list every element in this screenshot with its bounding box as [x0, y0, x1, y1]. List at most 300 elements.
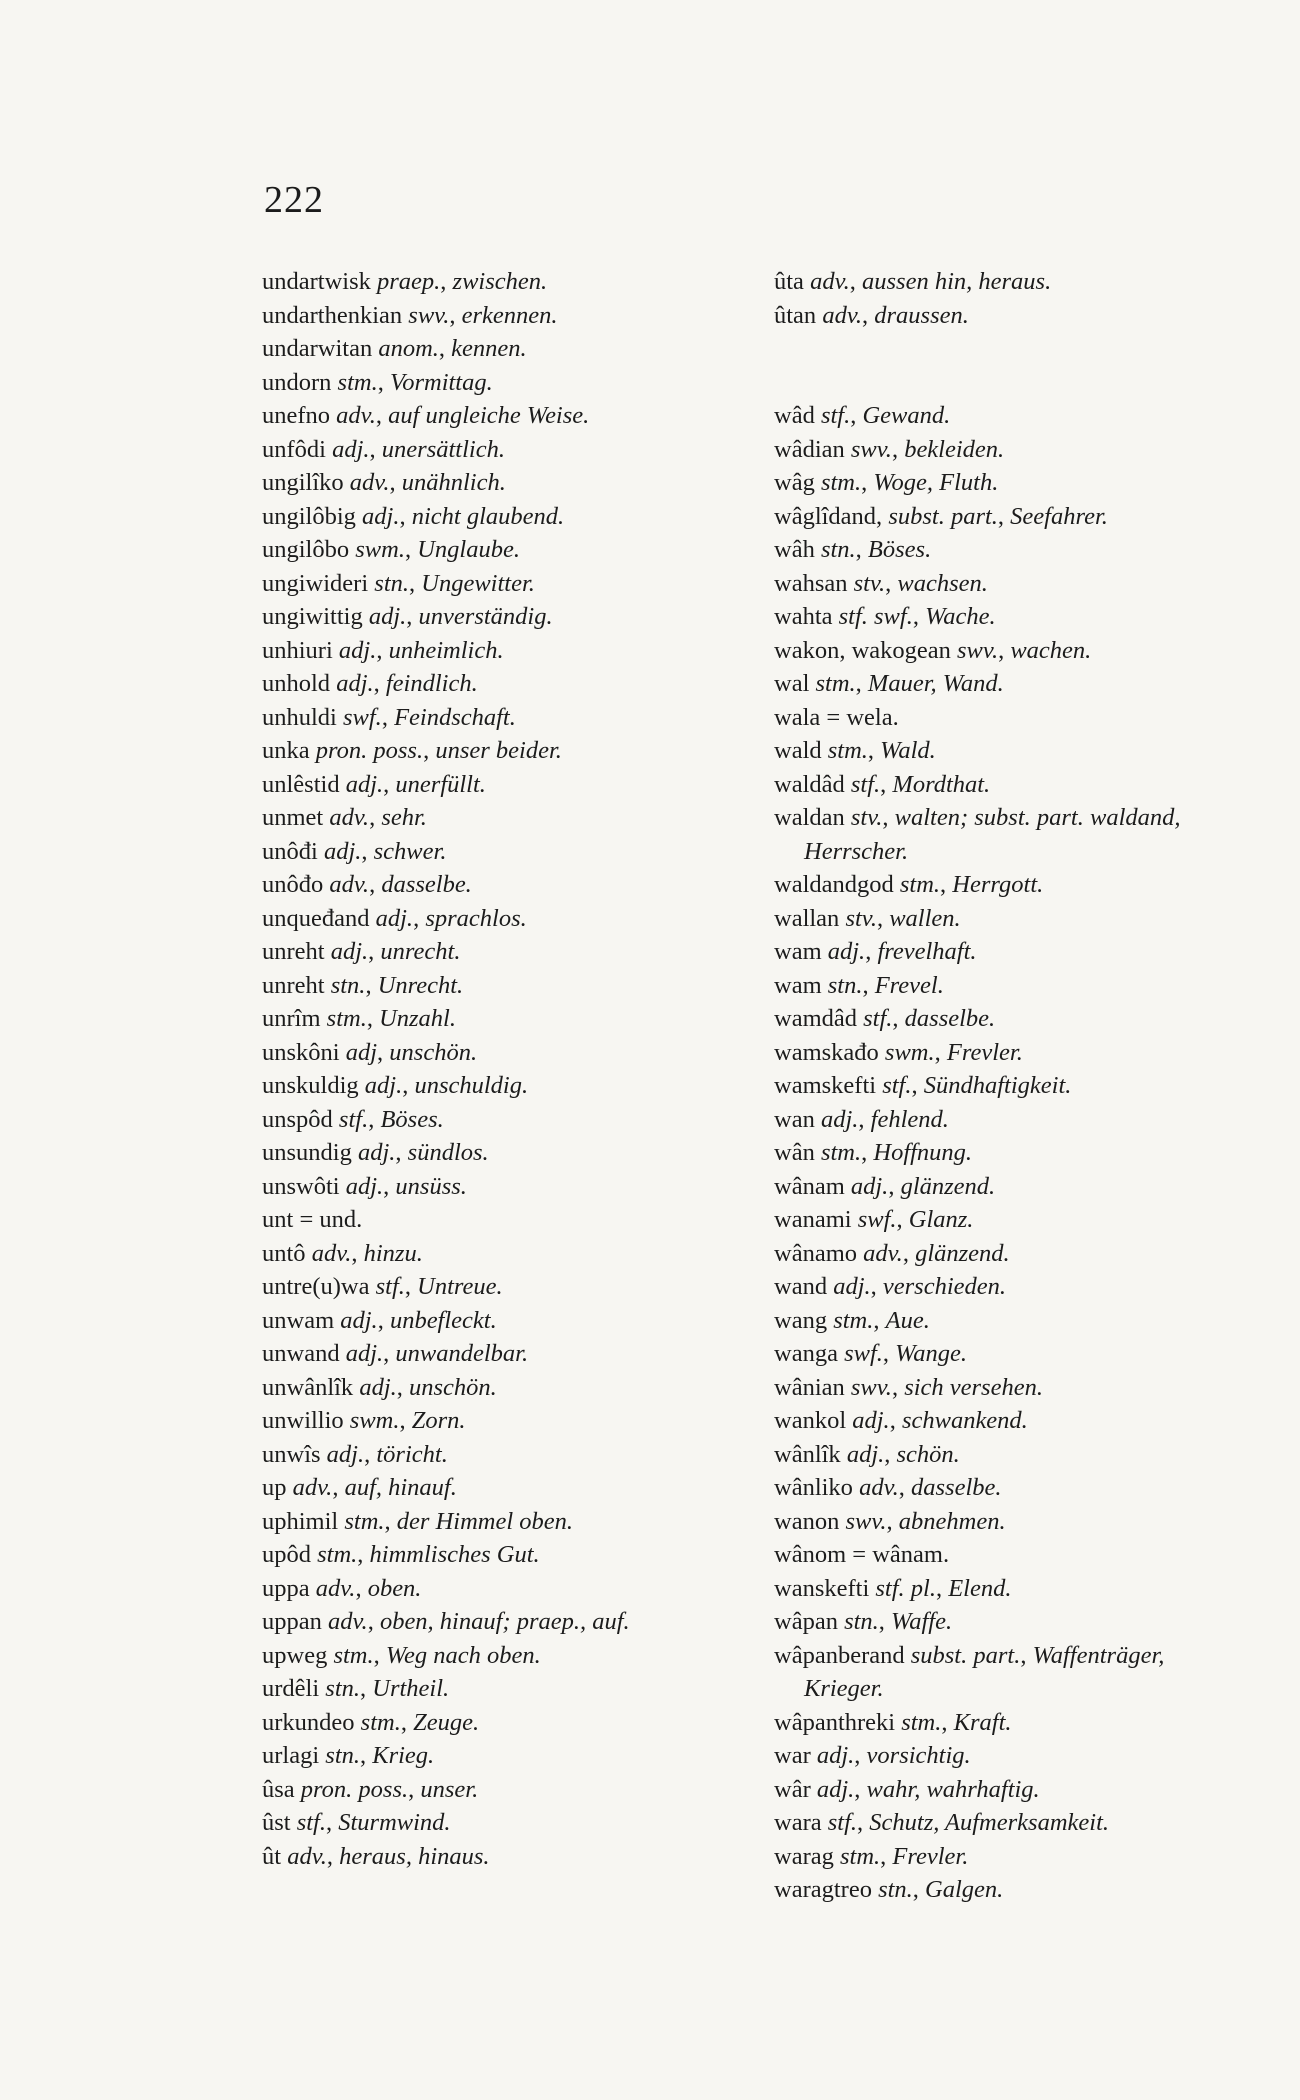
entry-gloss: Unrecht. [377, 971, 464, 999]
dictionary-entry: ûta adv., aussen hin, heraus. [774, 268, 1052, 295]
dictionary-entry: ungiwittig adj., unverständig. [262, 603, 553, 630]
entry-headword: wâh [774, 536, 815, 563]
entry-gloss: Glanz. [908, 1206, 974, 1233]
entry-grammar: adj. [345, 1172, 384, 1200]
entry-headword: ungilôbo [262, 536, 350, 563]
dictionary-entry: unôđi adj., schwer. [262, 837, 447, 865]
entry-gloss: bekleiden. [904, 435, 1005, 463]
entry-grammar: adv. [349, 469, 390, 496]
dictionary-entry: ûst stf., Sturmwind. [262, 1809, 451, 1836]
entry-grammar: adj. [340, 1306, 378, 1334]
dictionary-entry: unwam adj., unbefleckt. [262, 1306, 497, 1334]
entry-headword: urkundeo [262, 1708, 355, 1736]
entry-grammar: stm. [326, 1005, 367, 1032]
entry-grammar: adj. [852, 1407, 890, 1434]
dictionary-entry [262, 1203, 732, 1237]
entry-gloss: Unglaube. [417, 536, 520, 563]
entry-headword: undorn [262, 368, 332, 396]
entry-headword: unwand [262, 1340, 340, 1367]
entry-gloss: unheimlich. [388, 636, 504, 664]
dictionary-entry: unôđo adv., dasselbe. [262, 871, 472, 898]
entry-grammar: adj. [336, 670, 374, 697]
entry-grammar: swv. [408, 301, 450, 329]
dictionary-entry: wânamo adv., glänzend. [774, 1239, 1010, 1267]
entry-grammar: adv. [292, 1474, 333, 1501]
dictionary-entry: ungilôbo swm., Unglaube. [262, 536, 520, 563]
dictionary-entry: undarwitan anom., kennen. [262, 335, 527, 362]
entry-headword: unskôni [262, 1038, 340, 1066]
dictionary-entry: wal stm., Mauer, Wand. [774, 670, 1004, 697]
entry-headword: war [774, 1742, 811, 1769]
entry-headword: unsundig [262, 1139, 352, 1166]
entry-gloss: töricht. [376, 1440, 448, 1468]
dictionary-entry: wâpanberand subst. part., Waffenträger, Krieger. [774, 1641, 1165, 1702]
entry-headword: ûta [774, 268, 804, 295]
entry-grammar: adv. [859, 1474, 899, 1501]
dictionary-entry: wanami swf., Glanz. [774, 1206, 974, 1233]
entry-grammar: stm. [899, 871, 941, 898]
dictionary-entry: untre(u)wa stf., Untreue. [262, 1273, 503, 1300]
entry-gloss: glänzend. [900, 1172, 996, 1200]
entry-gloss: verschieden. [882, 1273, 1007, 1300]
entry-gloss: aussen hin, heraus. [862, 268, 1052, 295]
entry-headword: unwam [262, 1306, 335, 1334]
entry-headword: unspôd [262, 1105, 333, 1133]
entry-gloss: glänzend. [915, 1239, 1010, 1267]
dictionary-entry: up adv., auf, hinauf. [262, 1474, 457, 1501]
entry-headword: untre(u)wa [262, 1273, 370, 1300]
entry-gloss: kennen. [451, 335, 527, 362]
entry-headword: up [262, 1474, 287, 1501]
entry-grammar: adj. [362, 502, 400, 530]
entry-gloss: Böses. [867, 536, 932, 563]
entry-headword: uppa [262, 1574, 310, 1602]
entry-headword: unôđi [262, 837, 318, 865]
entry-grammar: stm. [333, 1641, 374, 1669]
entry-headword: unôđo [262, 871, 324, 898]
entry-gloss: wahr, wahrhaftig. [866, 1775, 1040, 1803]
entry-grammar: stf. [850, 770, 881, 798]
entry-gloss: sich versehen. [904, 1373, 1043, 1401]
entry-gloss: wachsen. [897, 569, 988, 597]
entry-grammar: stf. [375, 1273, 405, 1300]
entry-headword: unmet [262, 804, 324, 831]
entry-grammar: adv. [287, 1842, 327, 1870]
entry-gloss: unser. [420, 1775, 479, 1803]
dictionary-entry: ungilîko adv., unähnlich. [262, 469, 506, 496]
entry-headword: urdêli [262, 1675, 320, 1702]
entry-headword: uphimil [262, 1507, 339, 1535]
entry-headword: wânamo [774, 1239, 857, 1267]
entry-gloss: Kraft. [953, 1708, 1012, 1736]
entry-headword: wân [774, 1139, 815, 1166]
dictionary-entry: unka pron. poss., unser beider. [262, 737, 562, 764]
entry-headword: undartwisk [262, 268, 371, 295]
entry-headword: wamskefti [774, 1072, 877, 1099]
entry-headword: waldâd [774, 770, 845, 798]
entry-gloss: himmlisches Gut. [369, 1541, 540, 1568]
entry-grammar: swv. [850, 1373, 892, 1401]
entry-gloss: sprachlos. [425, 904, 527, 932]
entry-gloss: unsüss. [395, 1172, 467, 1200]
entry-gloss: Elend. [948, 1574, 1012, 1602]
entry-gloss: unrecht. [380, 938, 461, 965]
dictionary-entry: wamskađo swm., Frevler. [774, 1038, 1023, 1066]
entry-headword: wânom [774, 1541, 847, 1568]
entry-headword: wânlîk [774, 1440, 841, 1468]
entry-gloss: Weg nach oben. [385, 1641, 541, 1669]
entry-gloss: Mordthat. [892, 770, 991, 798]
entry-headword: wâg [774, 469, 815, 496]
entry-grammar: adj. [846, 1440, 885, 1468]
entry-gloss: Herrgott. [952, 871, 1044, 898]
entry-headword: ungilôbig [262, 502, 356, 530]
entry-headword: wamdâd [774, 1005, 857, 1032]
entry-gloss: abnehmen. [898, 1507, 1006, 1535]
dictionary-entry: wam stn., Frevel. [774, 971, 944, 999]
dictionary-entry: wâdian swv., bekleiden. [774, 435, 1005, 463]
entry-grammar: adv. [311, 1239, 352, 1267]
entry-headword: unwîs [262, 1440, 321, 1468]
entry-gloss: dasselbe. [911, 1474, 1002, 1501]
entry-headword: wand [774, 1273, 828, 1300]
entry-headword: unt [262, 1206, 294, 1233]
entry-gloss: Wange. [895, 1340, 968, 1367]
entry-grammar: stf. pl. [875, 1574, 936, 1602]
entry-headword: unhuldi [262, 703, 337, 731]
entry-headword: wala [774, 703, 821, 731]
entry-headword: wanami [774, 1206, 852, 1233]
entry-grammar: adj. [833, 1273, 871, 1300]
dictionary-entry: unreht adj., unrecht. [262, 938, 461, 965]
entry-grammar: stf. [882, 1072, 912, 1099]
dictionary-entry: wâd stf., Gewand. [774, 402, 951, 429]
entry-gloss: schön. [896, 1440, 960, 1468]
entry-grammar: adj. [850, 1172, 889, 1200]
entry-grammar: stm. [820, 1139, 862, 1166]
dictionary-entry: unwillio swm., Zorn. [262, 1407, 466, 1434]
dictionary-entry: unspôd stf., Böses. [262, 1105, 444, 1133]
dictionary-entry: urdêli stn., Urtheil. [262, 1675, 450, 1702]
dictionary-entry: unwânlîk adj., unschön. [262, 1373, 497, 1401]
entry-grammar: stm. [317, 1541, 358, 1568]
dictionary-entry: waldandgod stm., Herrgott. [774, 871, 1044, 898]
entry-gloss: Schutz, Aufmerksamkeit. [869, 1809, 1110, 1836]
entry-headword: wâdian [774, 435, 845, 463]
entry-grammar: adj. [326, 1440, 365, 1468]
dictionary-entry: uppan adv., oben, hinauf; praep., auf. [262, 1608, 630, 1635]
entry-headword: wam [774, 971, 822, 999]
entry-headword: wakon, wakogean [774, 636, 951, 664]
entry-grammar: swf. [857, 1206, 897, 1233]
entry-grammar: stn. [844, 1608, 879, 1635]
dictionary-entry: upweg stm., Weg nach oben. [262, 1641, 541, 1669]
dictionary-entry: unrîm stm., Unzahl. [262, 1005, 456, 1032]
dictionary-entry: wânian swv., sich versehen. [774, 1373, 1043, 1401]
dictionary-entry: wahsan stv., wachsen. [774, 569, 988, 597]
entry-gloss: nicht glaubend. [411, 502, 565, 530]
entry-grammar: stv. [850, 804, 883, 831]
entry-gloss: unverständig. [418, 603, 553, 630]
entry-gloss: feindlich. [385, 670, 478, 697]
entry-grammar: stf. [827, 1809, 858, 1836]
entry-grammar: swm. [355, 536, 405, 563]
entry-grammar: stn. [827, 971, 863, 999]
entry-gloss: Waffenträger, Krieger. [804, 1641, 1165, 1702]
dictionary-entry: wan adj., fehlend. [774, 1105, 949, 1133]
entry-grammar: stm. [820, 469, 862, 496]
dictionary-entry: wânlîk adj., schön. [774, 1440, 960, 1468]
entry-grammar: stn. [325, 1675, 360, 1702]
entry-grammar: stm. [815, 670, 856, 697]
entry-grammar: stf. swf. [838, 603, 913, 630]
entry-headword: unwillio [262, 1407, 344, 1434]
entry-gloss: draussen. [874, 301, 969, 329]
entry-grammar: swv. [957, 636, 999, 664]
dictionary-entry: wâpan stn., Waffe. [774, 1608, 953, 1635]
entry-crossref: = und. [299, 1206, 363, 1233]
entry-headword: unefno [262, 402, 331, 429]
dictionary-entry: unskuldig adj., unschuldig. [262, 1072, 529, 1099]
entry-grammar: stn. [820, 536, 856, 563]
dictionary-entry: waragtreo stn., Galgen. [774, 1876, 1004, 1903]
dictionary-entry: urkundeo stm., Zeuge. [262, 1708, 480, 1736]
entry-grammar: adj. [332, 435, 370, 463]
entry-gloss: auf, hinauf. [344, 1474, 457, 1501]
dictionary-entry: unwîs adj., töricht. [262, 1440, 448, 1468]
entry-headword: wâr [774, 1775, 811, 1803]
entry-gloss: Urtheil. [372, 1675, 450, 1702]
dictionary-entry [774, 1538, 1244, 1572]
dictionary-entry: wâr adj., wahr, wahrhaftig. [774, 1775, 1040, 1803]
entry-grammar: adj. [323, 837, 362, 865]
dictionary-entry: war adj., vorsichtig. [774, 1742, 971, 1769]
dictionary-entry: uppa adv., oben. [262, 1574, 422, 1602]
entry-gloss: hinzu. [363, 1239, 423, 1267]
entry-grammar: adv. [329, 804, 370, 831]
entry-grammar: swv. [850, 435, 892, 463]
entry-grammar: adj. [345, 770, 384, 798]
dictionary-entry: unfôdi adj., unersättlich. [262, 435, 505, 463]
entry-gloss: Frevler. [946, 1038, 1023, 1066]
entry-gloss: oben, hinauf; praep., auf. [379, 1608, 630, 1635]
entry-gloss: schwer. [373, 837, 447, 865]
entry-headword: ungiwittig [262, 603, 363, 630]
entry-headword: wald [774, 737, 822, 764]
page-number: 222 [264, 179, 324, 221]
entry-gloss: Hoffnung. [873, 1139, 973, 1166]
entry-headword: ût [262, 1842, 282, 1870]
entry-gloss: Waffe. [891, 1608, 953, 1635]
entry-gloss: wallen. [889, 904, 961, 932]
dictionary-entry: undorn stm., Vormittag. [262, 368, 493, 396]
dictionary-entry: wâh stn., Böses. [774, 536, 932, 563]
dictionary-entry: wang stm., Aue. [774, 1306, 930, 1334]
entry-grammar: stm. [827, 737, 868, 764]
entry-gloss: Wache. [925, 603, 996, 630]
entry-headword: warag [774, 1842, 834, 1870]
entry-headword: undarthenkian [262, 301, 403, 329]
entry-headword: wanon [774, 1507, 840, 1535]
entry-headword: wang [774, 1306, 828, 1334]
entry-grammar: adj. [368, 603, 407, 630]
dictionary-entry: unhold adj., feindlich. [262, 670, 478, 697]
dictionary-entry [774, 366, 1244, 400]
dictionary-entry: wamskefti stf., Sündhaftigkeit. [774, 1072, 1072, 1099]
dictionary-entry: undartwisk praep., zwischen. [262, 268, 548, 295]
entry-gloss: Ungewitter. [421, 569, 535, 597]
dictionary-entry: wâglîdand, subst. part., Seefahrer. [774, 502, 1108, 530]
entry-grammar: adv. [822, 301, 862, 329]
entry-grammar: praep. [377, 268, 441, 295]
dictionary-entry: ûsa pron. poss., unser. [262, 1775, 479, 1803]
entry-headword: unreht [262, 971, 325, 999]
entry-headword: wal [774, 670, 810, 697]
entry-gloss: Wald. [880, 737, 936, 764]
dictionary-entry: unskôni adj, unschön. [262, 1038, 478, 1066]
entry-grammar: stv. [845, 904, 877, 932]
dictionary-entry: wald stm., Wald. [774, 737, 936, 764]
dictionary-entry: wankol adj., schwankend. [774, 1407, 1028, 1434]
dictionary-entry: waldan stv., walten; subst. part. waldand, Herrscher. [774, 804, 1181, 865]
entry-grammar: stn. [325, 1742, 360, 1769]
dictionary-entry: unreht stn., Unrecht. [262, 971, 464, 999]
dictionary-entry: unsundig adj., sündlos. [262, 1139, 489, 1166]
entry-gloss: Zeuge. [413, 1708, 480, 1736]
entry-grammar: adv. [328, 1608, 368, 1635]
entry-gloss: erkennen. [461, 301, 558, 329]
entry-headword: unswôti [262, 1172, 340, 1200]
entry-gloss: wachen. [1010, 636, 1092, 664]
entry-headword: waragtreo [774, 1876, 872, 1903]
left-column [262, 265, 732, 1873]
dictionary-entry: unefno adv., auf ungleiche Weise. [262, 402, 590, 429]
entry-headword: wankol [774, 1407, 847, 1434]
entry-headword: unqueđand [262, 904, 370, 932]
entry-headword: unskuldig [262, 1072, 359, 1099]
dictionary-entry: unhiuri adj., unheimlich. [262, 636, 504, 664]
entry-headword: wânam [774, 1172, 845, 1200]
entry-grammar: swv. [845, 1507, 887, 1535]
entry-gloss: Vormittag. [389, 368, 493, 396]
entry-grammar: subst. part. [888, 502, 998, 530]
entry-gloss: Böses. [380, 1105, 444, 1133]
entry-gloss: unschön. [409, 1373, 497, 1401]
entry-gloss: Krieg. [372, 1742, 435, 1769]
entry-headword: undarwitan [262, 335, 373, 362]
entry-gloss: unser beider. [435, 737, 562, 764]
entry-gloss: Untreue. [417, 1273, 503, 1300]
entry-grammar: swm. [884, 1038, 935, 1066]
entry-gloss: Sündhaftigkeit. [923, 1072, 1072, 1099]
dictionary-entry: wakon, wakogean swv., wachen. [774, 636, 1092, 664]
entry-gloss: frevelhaft. [877, 938, 977, 965]
entry-gloss: Galgen. [925, 1876, 1004, 1903]
entry-gloss: Mauer, Wand. [867, 670, 1004, 697]
entry-gloss: Seefahrer. [1010, 502, 1108, 530]
entry-headword: wâglîdand, [774, 502, 883, 530]
entry-gloss: unersättlich. [381, 435, 505, 463]
entry-gloss: unschuldig. [414, 1072, 529, 1099]
dictionary-entry: unwand adj., unwandelbar. [262, 1340, 529, 1367]
dictionary-entry: unmet adv., sehr. [262, 804, 427, 831]
dictionary-entry: wân stm., Hoffnung. [774, 1139, 973, 1166]
entry-grammar: swf. [844, 1340, 883, 1367]
dictionary-entry: unqueđand adj., sprachlos. [262, 904, 527, 932]
entry-headword: ungiwideri [262, 569, 369, 597]
entry-grammar: adj. [338, 636, 377, 664]
dictionary-entry: wanon swv., abnehmen. [774, 1507, 1006, 1535]
entry-headword: unhiuri [262, 636, 333, 664]
entry-headword: wânian [774, 1373, 845, 1401]
entry-gloss: walten; subst. part. waldand, Herrscher. [804, 804, 1181, 865]
entry-grammar: stf. [820, 402, 851, 429]
entry-headword: wâd [774, 402, 815, 429]
entry-grammar: subst. part. [910, 1641, 1021, 1669]
dictionary-entry: wanga swf., Wange. [774, 1340, 968, 1367]
entry-crossref: = wela. [826, 703, 899, 731]
entry-grammar: stm. [833, 1306, 874, 1334]
dictionary-entry: wand adj., verschieden. [774, 1273, 1007, 1300]
entry-gloss: dasselbe. [904, 1005, 996, 1032]
entry-headword: uppan [262, 1608, 322, 1635]
entry-headword: unwânlîk [262, 1373, 354, 1401]
entry-headword: upweg [262, 1641, 328, 1669]
entry-grammar: adj. [816, 1775, 855, 1803]
entry-grammar: stf. [296, 1809, 326, 1836]
dictionary-entry: unlêstid adj., unerfüllt. [262, 770, 486, 798]
dictionary-entry: unswôti adj., unsüss. [262, 1172, 467, 1200]
entry-grammar: adj. [364, 1072, 403, 1099]
entry-gloss: Woge, Fluth. [873, 469, 999, 496]
entry-headword: unrîm [262, 1005, 321, 1032]
entry-headword: unka [262, 737, 310, 764]
entry-grammar: stf. [863, 1005, 893, 1032]
dictionary-entry [774, 701, 1244, 735]
dictionary-entry: urlagi stn., Krieg. [262, 1742, 435, 1769]
entry-headword: wânliko [774, 1474, 853, 1501]
entry-grammar: adv. [863, 1239, 903, 1267]
entry-grammar: adj. [330, 938, 369, 965]
entry-headword: wara [774, 1809, 822, 1836]
entry-headword: wâpan [774, 1608, 838, 1635]
entry-gloss: sündlos. [407, 1139, 489, 1166]
entry-grammar: stn. [374, 569, 409, 597]
entry-grammar: pron. poss. [300, 1775, 409, 1803]
dictionary-entry: ungiwideri stn., Ungewitter. [262, 569, 535, 597]
right-column [774, 265, 1244, 1907]
entry-grammar: adj. [820, 1105, 859, 1133]
dictionary-entry: ût adv., heraus, hinaus. [262, 1842, 490, 1870]
dictionary-entry: ungilôbig adj., nicht glaubend. [262, 502, 565, 530]
entry-grammar: adv. [315, 1574, 356, 1602]
entry-grammar: anom. [378, 335, 439, 362]
dictionary-entry: wânliko adv., dasselbe. [774, 1474, 1002, 1501]
dictionary-entry: wanskefti stf. pl., Elend. [774, 1574, 1012, 1602]
entry-gloss: oben. [367, 1574, 422, 1602]
entry-headword: unfôdi [262, 435, 326, 463]
dictionary-entry: wâpanthreki stm., Kraft. [774, 1708, 1012, 1736]
dictionary-entry: wâg stm., Woge, Fluth. [774, 469, 999, 496]
entry-grammar: adj. [816, 1742, 855, 1769]
entry-grammar: pron. poss. [315, 737, 424, 764]
entry-grammar: adj. [359, 1373, 397, 1401]
entry-gloss: Feindschaft. [394, 703, 516, 731]
entry-gloss: unwandelbar. [395, 1340, 529, 1367]
entry-gloss: unschön. [389, 1038, 478, 1066]
entry-grammar: stm. [839, 1842, 881, 1870]
entry-headword: wanga [774, 1340, 838, 1367]
